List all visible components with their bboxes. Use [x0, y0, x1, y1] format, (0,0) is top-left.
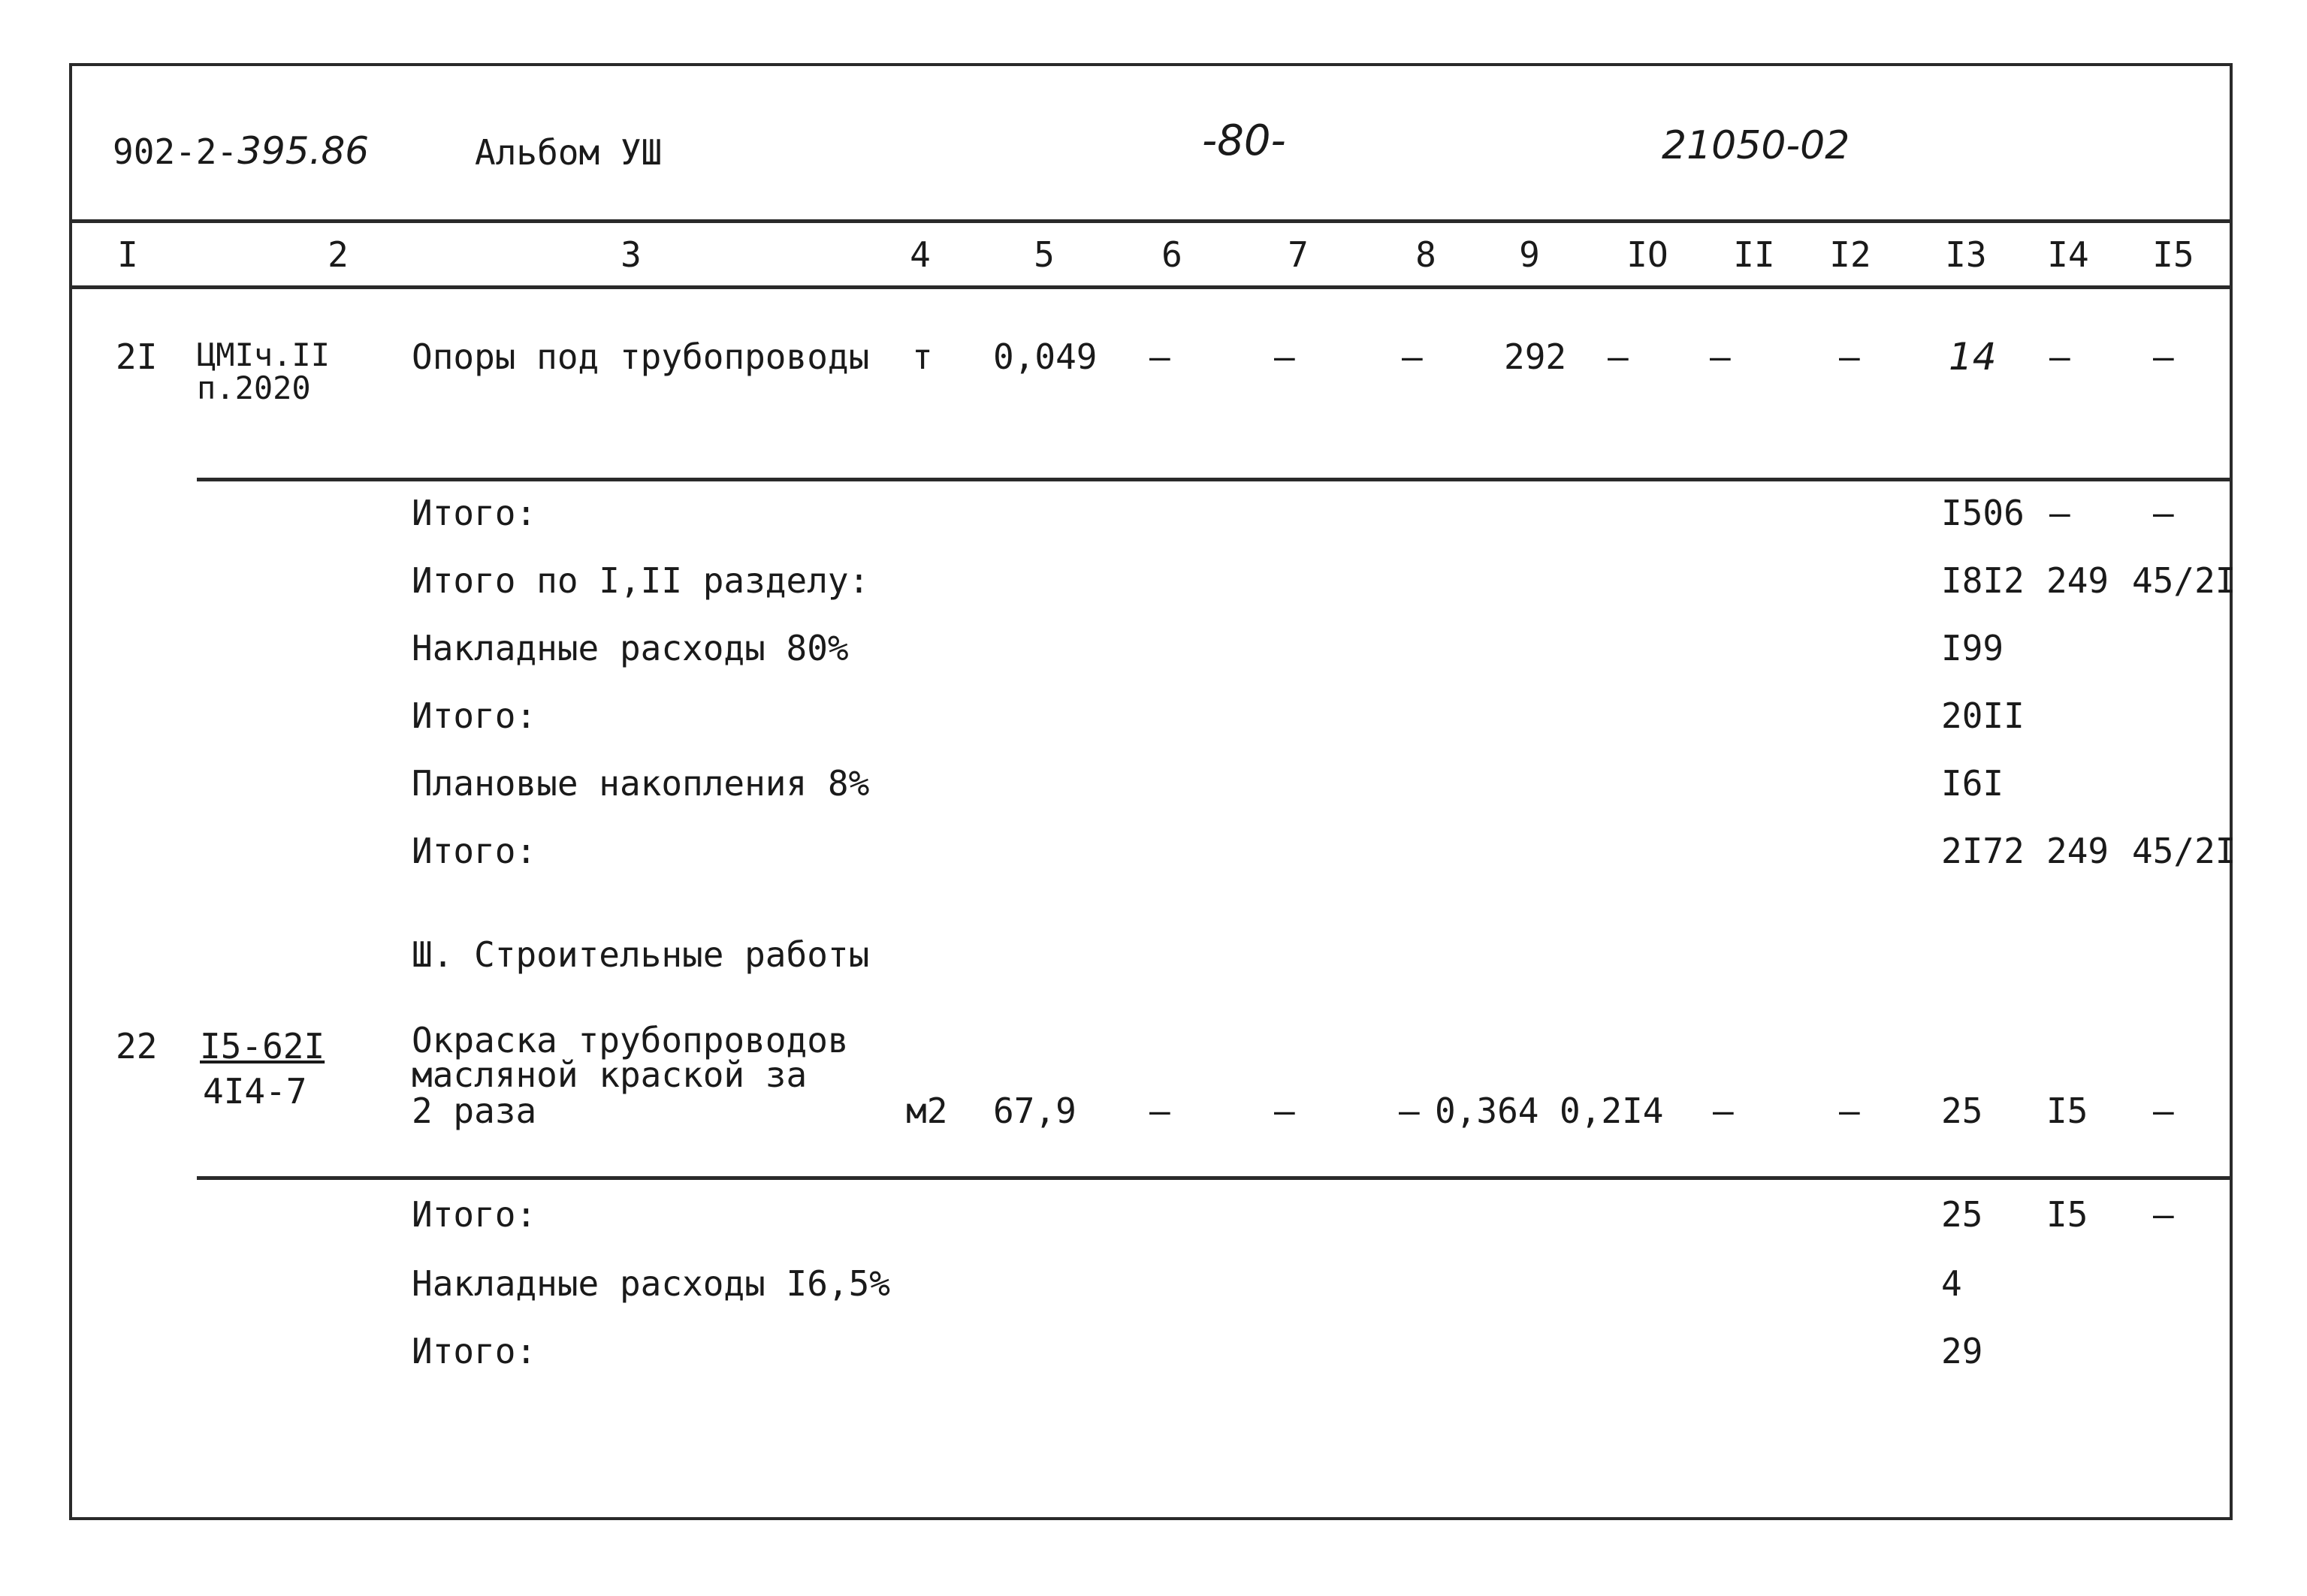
- total-c15: –: [2153, 493, 2174, 533]
- col-header-11: II: [1733, 234, 1775, 275]
- row21-c5: 0,049: [993, 336, 1098, 377]
- row22-name3: 2 раза: [412, 1091, 537, 1131]
- rule-row22-bottom: [197, 1176, 2233, 1180]
- total-label: Итого:: [412, 831, 537, 871]
- row21-c10: –: [1608, 336, 1629, 377]
- total-c13: I99: [1941, 628, 2004, 668]
- total-label: Итого:: [412, 695, 537, 736]
- total-c13: 25: [1941, 1194, 1983, 1235]
- row21-c12: –: [1839, 336, 1860, 377]
- row21-c6: –: [1149, 336, 1170, 377]
- total-c13: 4: [1941, 1263, 1962, 1304]
- col-header-3: 3: [621, 234, 642, 275]
- doc-code-handwritten: 395.86: [237, 129, 370, 173]
- row21-ref2: п.2020: [197, 370, 311, 406]
- row21-c8: –: [1402, 336, 1423, 377]
- col-header-8: 8: [1415, 234, 1436, 275]
- total-label: Плановые накопления 8%: [412, 763, 870, 804]
- col-header-10: IO: [1626, 234, 1668, 275]
- col-header-12: I2: [1829, 234, 1871, 275]
- row21-num: 2I: [116, 336, 158, 377]
- total-c15: 45/2I: [2132, 560, 2236, 601]
- row22-c13: 25: [1941, 1091, 1983, 1131]
- total-c15: –: [2153, 1194, 2174, 1235]
- row21-c14: –: [2049, 336, 2070, 377]
- total-c13: 2I72: [1941, 831, 2025, 871]
- row22-ref1: I5-62I: [200, 1026, 325, 1067]
- total-c15: 45/2I: [2132, 831, 2236, 871]
- col-header-13: I3: [1945, 234, 1987, 275]
- row22-c14: I5: [2046, 1091, 2088, 1131]
- total-c14: I5: [2046, 1194, 2088, 1235]
- col-header-14: I4: [2047, 234, 2089, 275]
- col-header-1: I: [117, 234, 138, 275]
- total-c13: I6I: [1941, 763, 2004, 804]
- col-header-5: 5: [1034, 234, 1055, 275]
- rule-row21-bottom: [197, 478, 2233, 481]
- row22-c15: –: [2153, 1091, 2174, 1131]
- row21-c13: 14: [1949, 335, 1997, 379]
- row21-c15: –: [2153, 336, 2174, 377]
- doc-code-prefix: 902-2-: [113, 131, 238, 172]
- col-header-2: 2: [328, 234, 349, 275]
- total-c14: –: [2049, 493, 2070, 533]
- row22-name1: Окраска трубопроводов: [412, 1020, 849, 1060]
- row22-name2: масляной краской за: [412, 1054, 808, 1095]
- row22-c6: –: [1149, 1091, 1170, 1131]
- total-label: Итого:: [412, 493, 537, 533]
- col-header-6: 6: [1161, 234, 1182, 275]
- col-header-4: 4: [910, 234, 931, 275]
- total-c13: I506: [1941, 493, 2025, 533]
- row22-c10: 0,2I4: [1560, 1091, 1664, 1131]
- row22-num: 22: [116, 1026, 158, 1067]
- section-heading: Ш. Строительные работы: [412, 934, 870, 975]
- total-c13: 20II: [1941, 695, 2025, 736]
- col-header-15: I5: [2152, 234, 2194, 275]
- total-c13: 29: [1941, 1331, 1983, 1371]
- rule-header-bottom: [69, 285, 2233, 289]
- col-header-9: 9: [1519, 234, 1540, 275]
- row22-ref2: 4I4-7: [203, 1071, 307, 1112]
- document-frame: [69, 63, 2233, 1520]
- doc-code: [113, 129, 370, 173]
- row21-ref1: ЦМIч.II: [197, 336, 331, 373]
- row22-c8: –: [1399, 1091, 1420, 1131]
- total-label: Итого по I,II разделу:: [412, 560, 870, 601]
- album-label: Альбом УШ: [475, 132, 663, 173]
- total-c13: I8I2: [1941, 560, 2025, 601]
- total-label: Накладные расходы 80%: [412, 628, 849, 668]
- row22-c12: –: [1839, 1091, 1860, 1131]
- row22-c7: –: [1274, 1091, 1295, 1131]
- row21-unit: т: [912, 336, 933, 377]
- total-c14: 249: [2046, 831, 2109, 871]
- total-c14: 249: [2046, 560, 2109, 601]
- col-header-7: 7: [1288, 234, 1309, 275]
- row22-unit: м2: [906, 1091, 948, 1131]
- row21-c7: –: [1274, 336, 1295, 377]
- rule-top: [69, 219, 2233, 223]
- doc-number: 21050-02: [1662, 123, 1850, 168]
- row22-c11: –: [1713, 1091, 1734, 1131]
- row21-name: Опоры под трубопроводы: [412, 336, 870, 377]
- row22-c5: 67,9: [993, 1091, 1076, 1131]
- page-number: -80-: [1202, 116, 1286, 165]
- row21-c11: –: [1710, 336, 1731, 377]
- total-label: Накладные расходы I6,5%: [412, 1263, 890, 1304]
- row21-c9: 292: [1504, 336, 1567, 377]
- row22-c9: 0,364: [1435, 1091, 1539, 1131]
- total-label: Итого:: [412, 1331, 537, 1371]
- total-label: Итого:: [412, 1194, 537, 1235]
